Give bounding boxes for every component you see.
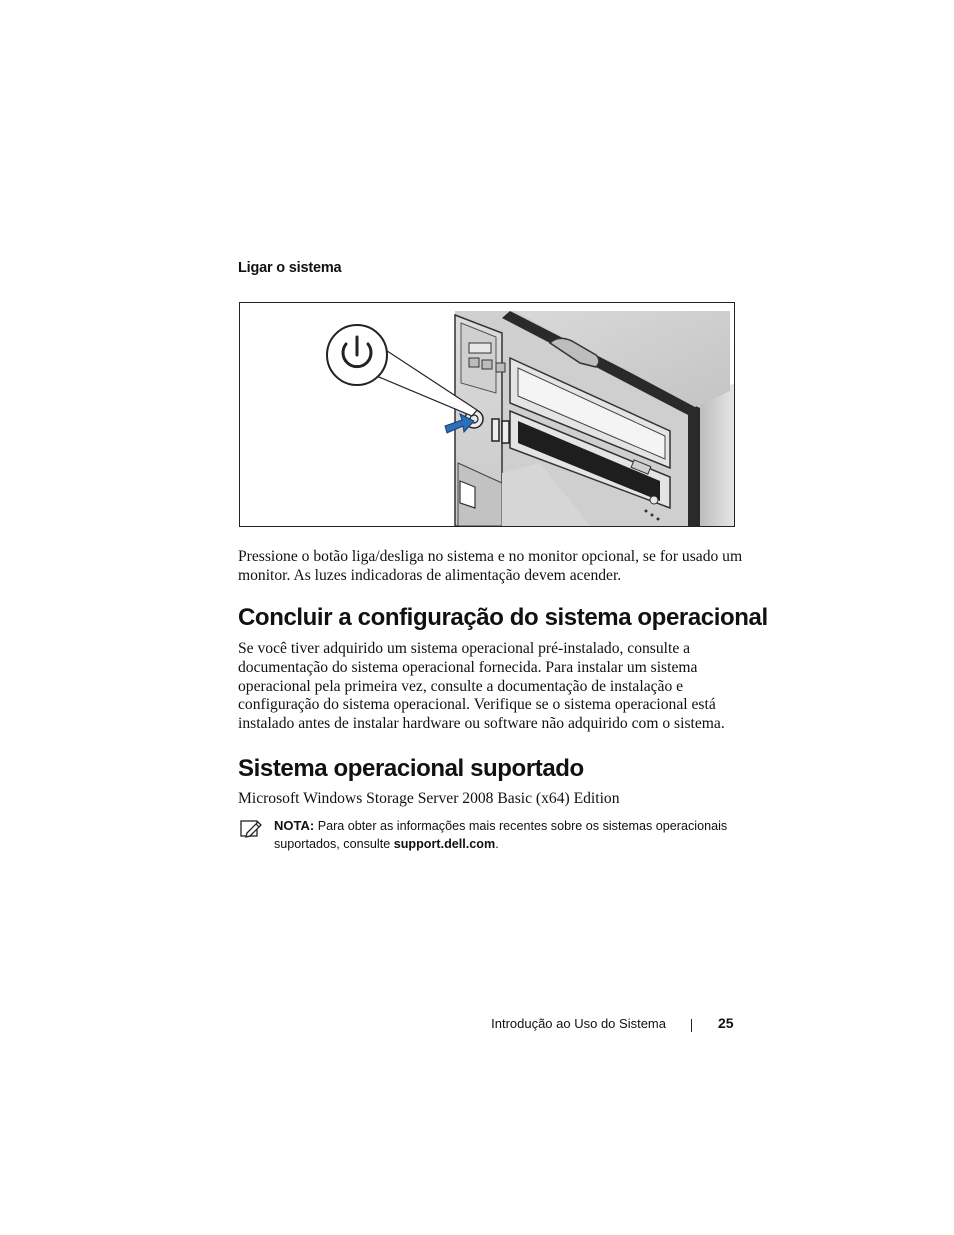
note-text xyxy=(274,817,744,853)
page-number: 25 xyxy=(718,1015,734,1031)
note-suffix: . xyxy=(495,836,499,851)
note-label: NOTA: xyxy=(274,818,315,833)
note-body: Para obter as informações mais recentes sobre os sistemas operacionais suportados, consulte xyxy=(274,819,728,851)
figure-title: Ligar o sistema xyxy=(238,260,342,276)
footer-separator xyxy=(691,1019,692,1032)
heading-supported-os: Sistema operacional suportado xyxy=(238,755,584,782)
power-on-instructions: Pressione o botão liga/desliga no sistema e no monitor opcional, se for usado um monitor. As luzes indicadoras de alimentação devem acender. xyxy=(238,548,743,584)
figure-illustration xyxy=(239,302,735,527)
note-pencil-icon xyxy=(240,819,262,839)
support-link[interactable]: support.dell.com xyxy=(393,836,496,851)
heading-os-setup: Concluir a configuração do sistema operacional xyxy=(238,604,768,631)
os-setup-text: Se você tiver adquirido um sistema operacional pré-instalado, consulte a documentação do sistema operacional fornecida. Para instalar um sistema operacional pela primeira vez, consulte a documentação de instalação e configuração do sistema operacional. Verifique se o sistema operacional está instalado antes de instalar hardware ou software não adquirido com o sistema. xyxy=(238,640,725,733)
footer-chapter-title: Introdução ao Uso do Sistema xyxy=(491,1016,666,1031)
supported-os-text: Microsoft Windows Storage Server 2008 Basic (x64) Edition xyxy=(238,790,620,807)
